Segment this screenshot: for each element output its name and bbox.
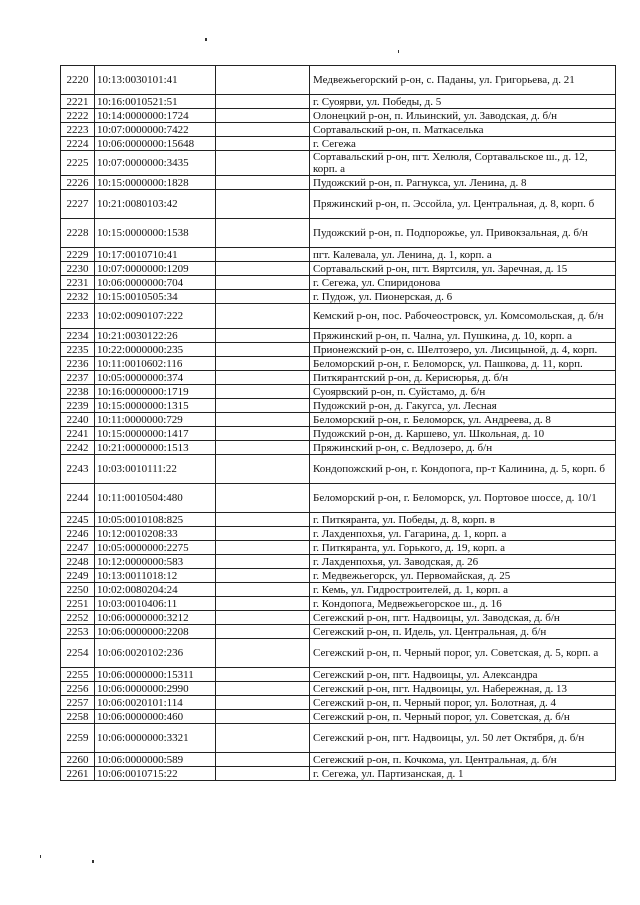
property-registry-table bbox=[60, 65, 616, 781]
address-cell: г. Питкяранта, ул. Победы, д. 8, корп. в bbox=[310, 513, 616, 527]
row-number: 2259 bbox=[61, 724, 95, 753]
table-row bbox=[61, 357, 616, 371]
address-cell: Сегежский р-он, пгт. Надвоицы, ул. Александра bbox=[310, 668, 616, 682]
blank-cell bbox=[216, 304, 310, 329]
row-number: 2229 bbox=[61, 248, 95, 262]
table-row bbox=[61, 399, 616, 413]
row-number: 2223 bbox=[61, 123, 95, 137]
row-number: 2236 bbox=[61, 357, 95, 371]
blank-cell bbox=[216, 399, 310, 413]
blank-cell bbox=[216, 583, 310, 597]
cadastral-number: 10:15:0000000:1315 bbox=[95, 399, 216, 413]
table-row bbox=[61, 329, 616, 343]
address-cell: Олонецкий р-он, п. Ильинский, ул. Заводская, д. б/н bbox=[310, 109, 616, 123]
row-number: 2260 bbox=[61, 753, 95, 767]
table-row bbox=[61, 219, 616, 248]
table-row bbox=[61, 513, 616, 527]
cadastral-number: 10:06:0000000:3321 bbox=[95, 724, 216, 753]
blank-cell bbox=[216, 455, 310, 484]
blank-cell bbox=[216, 724, 310, 753]
row-number: 2230 bbox=[61, 262, 95, 276]
cadastral-number: 10:06:0000000:2990 bbox=[95, 682, 216, 696]
blank-cell bbox=[216, 219, 310, 248]
address-cell: г. Лахденпохья, ул. Заводская, д. 26 bbox=[310, 555, 616, 569]
table-row bbox=[61, 597, 616, 611]
cadastral-number: 10:21:0030122:26 bbox=[95, 329, 216, 343]
table-row bbox=[61, 527, 616, 541]
row-number: 2252 bbox=[61, 611, 95, 625]
cadastral-number: 10:15:0000000:1538 bbox=[95, 219, 216, 248]
cadastral-number: 10:06:0000000:2208 bbox=[95, 625, 216, 639]
blank-cell bbox=[216, 569, 310, 583]
table-row bbox=[61, 583, 616, 597]
address-cell: Сортавальский р-он, пгт. Хелюля, Сортавальское ш., д. 12, корп. а bbox=[310, 151, 616, 176]
row-number: 2231 bbox=[61, 276, 95, 290]
address-cell: Сегежский р-он, пгт. Надвоицы, ул. Заводская, д. б/н bbox=[310, 611, 616, 625]
table-row bbox=[61, 290, 616, 304]
table-row bbox=[61, 541, 616, 555]
table-row bbox=[61, 371, 616, 385]
row-number: 2227 bbox=[61, 190, 95, 219]
blank-cell bbox=[216, 190, 310, 219]
cadastral-number: 10:12:0000000:583 bbox=[95, 555, 216, 569]
address-cell: Пряжинский р-он, п. Эссойла, ул. Центральная, д. 8, корп. б bbox=[310, 190, 616, 219]
address-cell: Сегежский р-он, пгт. Надвоицы, ул. 50 лет Октября, д. б/н bbox=[310, 724, 616, 753]
address-cell: Кондопожский р-он, г. Кондопога, пр-т Калинина, д. 5, корп. б bbox=[310, 455, 616, 484]
table-row bbox=[61, 668, 616, 682]
blank-cell bbox=[216, 95, 310, 109]
blank-cell bbox=[216, 710, 310, 724]
cadastral-number: 10:21:0080103:42 bbox=[95, 190, 216, 219]
row-number: 2261 bbox=[61, 767, 95, 781]
blank-cell bbox=[216, 123, 310, 137]
address-cell: Сегежский р-он, п. Кочкома, ул. Центральная, д. б/н bbox=[310, 753, 616, 767]
blank-cell bbox=[216, 597, 310, 611]
cadastral-number: 10:14:0000000:1724 bbox=[95, 109, 216, 123]
cadastral-number: 10:06:0000000:460 bbox=[95, 710, 216, 724]
cadastral-number: 10:03:0010406:11 bbox=[95, 597, 216, 611]
table-row bbox=[61, 66, 616, 95]
row-number: 2233 bbox=[61, 304, 95, 329]
row-number: 2238 bbox=[61, 385, 95, 399]
row-number: 2241 bbox=[61, 427, 95, 441]
address-cell: г. Медвежьегорск, ул. Первомайская, д. 25 bbox=[310, 569, 616, 583]
blank-cell bbox=[216, 357, 310, 371]
address-cell: г. Кондопога, Медвежьегорское ш., д. 16 bbox=[310, 597, 616, 611]
blank-cell bbox=[216, 682, 310, 696]
blank-cell bbox=[216, 555, 310, 569]
address-cell: Беломорский р-он, г. Беломорск, ул. Андреева, д. 8 bbox=[310, 413, 616, 427]
address-cell: Беломорский р-он, г. Беломорск, ул. Пашкова, д. 11, корп. bbox=[310, 357, 616, 371]
address-cell: г. Сегежа, ул. Партизанская, д. 1 bbox=[310, 767, 616, 781]
blank-cell bbox=[216, 176, 310, 190]
cadastral-number: 10:16:0010521:51 bbox=[95, 95, 216, 109]
row-number: 2249 bbox=[61, 569, 95, 583]
table-row bbox=[61, 151, 616, 176]
cadastral-number: 10:06:0000000:589 bbox=[95, 753, 216, 767]
blank-cell bbox=[216, 484, 310, 513]
row-number: 2250 bbox=[61, 583, 95, 597]
blank-cell bbox=[216, 276, 310, 290]
row-number: 2244 bbox=[61, 484, 95, 513]
cadastral-number: 10:13:0011018:12 bbox=[95, 569, 216, 583]
blank-cell bbox=[216, 343, 310, 357]
row-number: 2254 bbox=[61, 639, 95, 668]
cadastral-number: 10:02:0080204:24 bbox=[95, 583, 216, 597]
cadastral-number: 10:15:0000000:1828 bbox=[95, 176, 216, 190]
blank-cell bbox=[216, 625, 310, 639]
cadastral-number: 10:06:0020102:236 bbox=[95, 639, 216, 668]
address-cell: Пудожский р-он, д. Каршево, ул. Школьная, д. 10 bbox=[310, 427, 616, 441]
blank-cell bbox=[216, 371, 310, 385]
cadastral-number: 10:17:0010710:41 bbox=[95, 248, 216, 262]
address-cell: Сегежский р-он, п. Черный порог, ул. Советская, д. б/н bbox=[310, 710, 616, 724]
table-row bbox=[61, 176, 616, 190]
row-number: 2225 bbox=[61, 151, 95, 176]
scan-speck bbox=[92, 860, 94, 863]
address-cell: г. Кемь, ул. Гидростроителей, д. 1, корп. а bbox=[310, 583, 616, 597]
address-cell: Сегежский р-он, п. Идель, ул. Центральная, д. б/н bbox=[310, 625, 616, 639]
address-cell: г. Сегежа bbox=[310, 137, 616, 151]
row-number: 2243 bbox=[61, 455, 95, 484]
table-row bbox=[61, 639, 616, 668]
table-row bbox=[61, 753, 616, 767]
address-cell: Прионежский р-он, с. Шелтозеро, ул. Лисицыной, д. 4, корп. bbox=[310, 343, 616, 357]
row-number: 2224 bbox=[61, 137, 95, 151]
cadastral-number: 10:07:0000000:1209 bbox=[95, 262, 216, 276]
table-row bbox=[61, 696, 616, 710]
cadastral-number: 10:11:0010504:480 bbox=[95, 484, 216, 513]
row-number: 2253 bbox=[61, 625, 95, 639]
cadastral-number: 10:11:0010602:116 bbox=[95, 357, 216, 371]
blank-cell bbox=[216, 66, 310, 95]
blank-cell bbox=[216, 767, 310, 781]
table-row bbox=[61, 484, 616, 513]
blank-cell bbox=[216, 639, 310, 668]
blank-cell bbox=[216, 413, 310, 427]
blank-cell bbox=[216, 668, 310, 682]
address-cell: Сегежский р-он, п. Черный порог, ул. Болотная, д. 4 bbox=[310, 696, 616, 710]
row-number: 2251 bbox=[61, 597, 95, 611]
address-cell: г. Пудож, ул. Пионерская, д. 6 bbox=[310, 290, 616, 304]
address-cell: г. Суоярви, ул. Победы, д. 5 bbox=[310, 95, 616, 109]
address-cell: г. Лахденпохья, ул. Гагарина, д. 1, корп. а bbox=[310, 527, 616, 541]
address-cell: Медвежьегорский р-он, с. Паданы, ул. Григорьева, д. 21 bbox=[310, 66, 616, 95]
blank-cell bbox=[216, 109, 310, 123]
table-row bbox=[61, 767, 616, 781]
row-number: 2245 bbox=[61, 513, 95, 527]
cadastral-number: 10:13:0030101:41 bbox=[95, 66, 216, 95]
table-row bbox=[61, 455, 616, 484]
table-row bbox=[61, 441, 616, 455]
blank-cell bbox=[216, 753, 310, 767]
blank-cell bbox=[216, 427, 310, 441]
address-cell: Беломорский р-он, г. Беломорск, ул. Портовое шоссе, д. 10/1 bbox=[310, 484, 616, 513]
scan-speck bbox=[398, 50, 399, 53]
blank-cell bbox=[216, 513, 310, 527]
address-cell: Кемский р-он, пос. Рабочеостровск, ул. Комсомольская, д. б/н bbox=[310, 304, 616, 329]
table-row bbox=[61, 190, 616, 219]
table-row bbox=[61, 710, 616, 724]
row-number: 2240 bbox=[61, 413, 95, 427]
blank-cell bbox=[216, 290, 310, 304]
row-number: 2228 bbox=[61, 219, 95, 248]
table-row bbox=[61, 427, 616, 441]
cadastral-number: 10:06:0010715:22 bbox=[95, 767, 216, 781]
cadastral-number: 10:06:0000000:3212 bbox=[95, 611, 216, 625]
cadastral-number: 10:03:0010111:22 bbox=[95, 455, 216, 484]
table-row bbox=[61, 555, 616, 569]
address-cell: Пряжинский р-он, с. Ведлозеро, д. б/н bbox=[310, 441, 616, 455]
table-row bbox=[61, 262, 616, 276]
cadastral-number: 10:06:0000000:15648 bbox=[95, 137, 216, 151]
table-row bbox=[61, 137, 616, 151]
address-cell: Пудожский р-он, п. Подпорожье, ул. Привокзальная, д. б/н bbox=[310, 219, 616, 248]
cadastral-number: 10:07:0000000:7422 bbox=[95, 123, 216, 137]
row-number: 2232 bbox=[61, 290, 95, 304]
table-row bbox=[61, 304, 616, 329]
cadastral-number: 10:11:0000000:729 bbox=[95, 413, 216, 427]
cadastral-number: 10:05:0000000:2275 bbox=[95, 541, 216, 555]
table-row bbox=[61, 724, 616, 753]
row-number: 2222 bbox=[61, 109, 95, 123]
address-cell: Сортавальский р-он, п. Маткаселька bbox=[310, 123, 616, 137]
row-number: 2258 bbox=[61, 710, 95, 724]
cadastral-number: 10:05:0000000:374 bbox=[95, 371, 216, 385]
table-row bbox=[61, 385, 616, 399]
row-number: 2234 bbox=[61, 329, 95, 343]
cadastral-number: 10:21:0000000:1513 bbox=[95, 441, 216, 455]
cadastral-number: 10:06:0020101:114 bbox=[95, 696, 216, 710]
cadastral-number: 10:07:0000000:3435 bbox=[95, 151, 216, 176]
cadastral-number: 10:06:0000000:15311 bbox=[95, 668, 216, 682]
address-cell: Пряжинский р-он, п. Чална, ул. Пушкина, д. 10, корп. а bbox=[310, 329, 616, 343]
row-number: 2226 bbox=[61, 176, 95, 190]
address-cell: пгт. Калевала, ул. Ленина, д. 1, корп. а bbox=[310, 248, 616, 262]
blank-cell bbox=[216, 262, 310, 276]
cadastral-number: 10:06:0000000:704 bbox=[95, 276, 216, 290]
address-cell: Питкярантский р-он, д. Кериcюрья, д. б/н bbox=[310, 371, 616, 385]
cadastral-number: 10:15:0000000:1417 bbox=[95, 427, 216, 441]
cadastral-number: 10:15:0010505:34 bbox=[95, 290, 216, 304]
address-cell: Сортавальский р-он, пгт. Вяртсиля, ул. Заречная, д. 15 bbox=[310, 262, 616, 276]
row-number: 2256 bbox=[61, 682, 95, 696]
row-number: 2221 bbox=[61, 95, 95, 109]
table-row bbox=[61, 123, 616, 137]
row-number: 2242 bbox=[61, 441, 95, 455]
table-row bbox=[61, 569, 616, 583]
cadastral-number: 10:12:0010208:33 bbox=[95, 527, 216, 541]
address-cell: Пудожский р-он, д. Гакугса, ул. Лесная bbox=[310, 399, 616, 413]
row-number: 2255 bbox=[61, 668, 95, 682]
address-cell: Суоярвский р-он, п. Суйстамо, д. б/н bbox=[310, 385, 616, 399]
address-cell: г. Сегежа, ул. Спиридонова bbox=[310, 276, 616, 290]
table-row bbox=[61, 276, 616, 290]
scan-speck bbox=[40, 855, 41, 858]
row-number: 2248 bbox=[61, 555, 95, 569]
row-number: 2220 bbox=[61, 66, 95, 95]
cadastral-number: 10:16:0000000:1719 bbox=[95, 385, 216, 399]
cadastral-number: 10:22:0000000:235 bbox=[95, 343, 216, 357]
address-cell: Сегежский р-он, пгт. Надвоицы, ул. Набережная, д. 13 bbox=[310, 682, 616, 696]
table-row bbox=[61, 625, 616, 639]
blank-cell bbox=[216, 527, 310, 541]
blank-cell bbox=[216, 541, 310, 555]
table-row bbox=[61, 343, 616, 357]
table-row bbox=[61, 109, 616, 123]
scan-speck bbox=[205, 38, 207, 41]
blank-cell bbox=[216, 611, 310, 625]
table-row bbox=[61, 95, 616, 109]
row-number: 2246 bbox=[61, 527, 95, 541]
cadastral-number: 10:02:0090107:222 bbox=[95, 304, 216, 329]
blank-cell bbox=[216, 137, 310, 151]
row-number: 2247 bbox=[61, 541, 95, 555]
blank-cell bbox=[216, 696, 310, 710]
address-cell: Пудожский р-он, п. Рагнукса, ул. Ленина, д. 8 bbox=[310, 176, 616, 190]
address-cell: г. Питкяранта, ул. Горького, д. 19, корп. а bbox=[310, 541, 616, 555]
table-row bbox=[61, 611, 616, 625]
blank-cell bbox=[216, 151, 310, 176]
registry-table-sheet bbox=[60, 65, 615, 781]
table-row bbox=[61, 413, 616, 427]
row-number: 2239 bbox=[61, 399, 95, 413]
blank-cell bbox=[216, 385, 310, 399]
blank-cell bbox=[216, 248, 310, 262]
row-number: 2235 bbox=[61, 343, 95, 357]
row-number: 2257 bbox=[61, 696, 95, 710]
row-number: 2237 bbox=[61, 371, 95, 385]
address-cell: Сегежский р-он, п. Черный порог, ул. Советская, д. 5, корп. а bbox=[310, 639, 616, 668]
cadastral-number: 10:05:0010108:825 bbox=[95, 513, 216, 527]
table-row bbox=[61, 682, 616, 696]
blank-cell bbox=[216, 329, 310, 343]
table-row bbox=[61, 248, 616, 262]
blank-cell bbox=[216, 441, 310, 455]
